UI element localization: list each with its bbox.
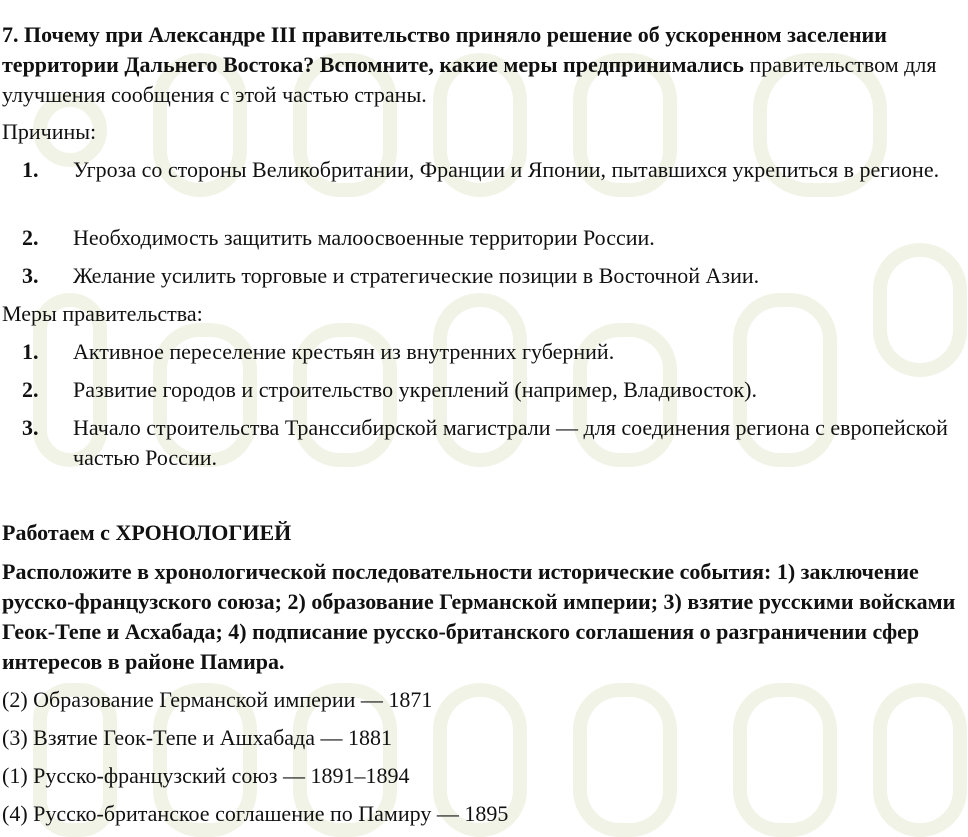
answer-line-2: (3) Взятие Геок-Тепе и Ашхабада — 1881 [2, 725, 393, 750]
question-title [2, 20, 962, 110]
chronology-heading: Работаем с ХРОНОЛОГИЕЙ [2, 520, 292, 545]
list-number: 1. [22, 339, 39, 364]
list-text: Активное переселение крестьян из внутренних губерний. [73, 339, 615, 364]
chronology-task: Расположите в хронологической последовательности исторические события: 1) заключение русско-французского союза; 2) образование Германской империи; 3) взятие русскими войсками Геок-Тепе и Асхабада; 4) подписание русско-британского соглашения о разграничении сфер интересов в районе Памира. [2, 559, 956, 674]
question-bold-text: 7. Почему при Александре III правительство приняло решение об ускоренном заселении территории Дальнего Востока? Вспомните, какие меры предпринимались [2, 22, 887, 77]
measures-label: Меры правительства: [2, 301, 203, 326]
list-text: Развитие городов и строительство укреплений (например, Владивосток). [73, 377, 757, 402]
list-text: Желание усилить торговые и стратегические позиции в Восточной Азии. [73, 263, 760, 288]
list-number: 2. [22, 225, 39, 250]
list-number: 2. [22, 377, 39, 402]
list-text: Угроза со стороны Великобритании, Франции и Японии, пытавшихся укрепиться в регионе. [73, 157, 940, 182]
list-text: Необходимость защитить малоосвоенные территории России. [73, 225, 655, 250]
list-number: 3. [22, 263, 39, 288]
reasons-label: Причины: [2, 119, 97, 144]
question-normal-text: правительством для улучшения сообщения с этой частью страны. [2, 52, 937, 107]
list-text: Начало строительства Транссибирской магистрали — для соединения региона с европейской частью России. [73, 415, 948, 470]
answer-line-3: (1) Русско-французский союз — 1891–1894 [2, 763, 410, 788]
list-number: 1. [22, 157, 39, 182]
answer-line-4: (4) Русско-британское соглашение по Памиру — 1895 [2, 801, 509, 826]
answer-line-1: (2) Образование Германской империи — 1871 [2, 687, 433, 712]
list-number: 3. [22, 415, 39, 440]
